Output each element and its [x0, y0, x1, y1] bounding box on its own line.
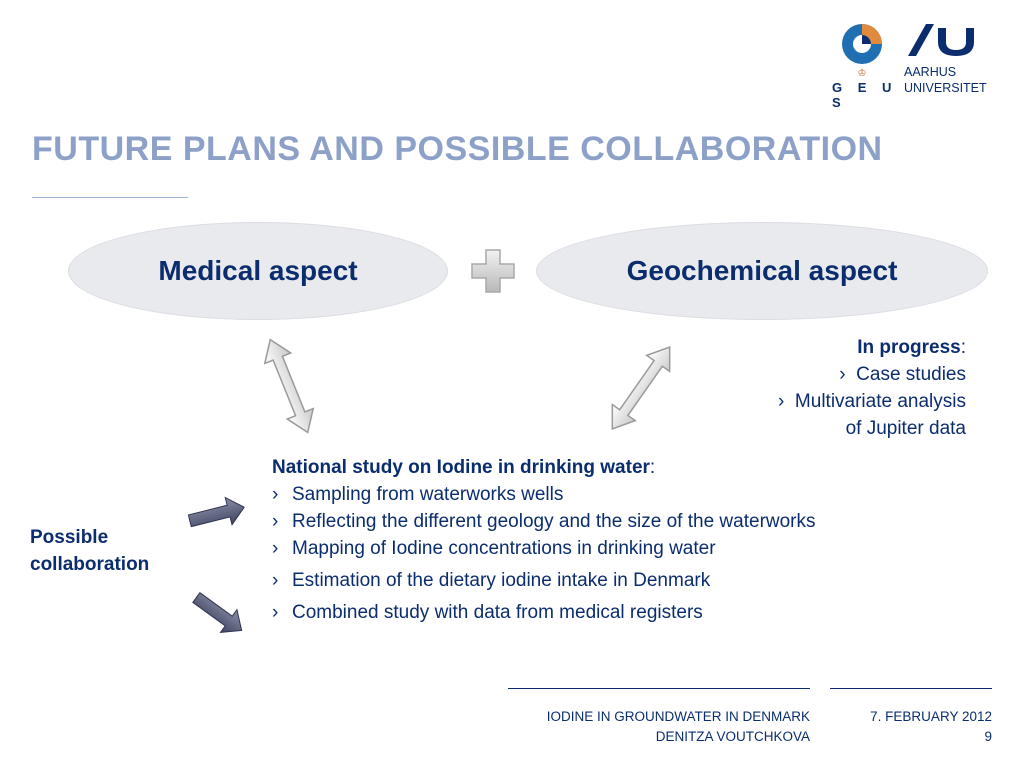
list-item: › Mapping of Iodine concentrations in drinking water [272, 538, 716, 559]
double-arrow-icon [596, 338, 686, 438]
medical-aspect-label: Medical aspect [158, 255, 358, 286]
footer-presentation-info: IODINE IN GROUNDWATER IN DENMARK DENITZA VOUTCHKOVA [546, 709, 810, 744]
footer-date-page [870, 707, 992, 747]
possible-collaboration-label: Possible collaboration [30, 527, 150, 575]
geochemical-aspect-ellipse [536, 222, 988, 320]
list-item: › Combined study with data from medical registers [272, 602, 703, 623]
national-study-heading: National study on Iodine in drinking water [272, 457, 650, 478]
footer-date: 7. FEBRUARY 2012 [870, 709, 992, 724]
arrow-right-icon [184, 492, 250, 536]
aarhus-university-name: AARHUS UNIVERSITET [904, 65, 987, 95]
list-item: › Estimation of the dietary iodine intake in Denmark [272, 570, 711, 591]
national-study-block: National study on Iodine in drinking water: › Sampling from waterworks wells › Reflecting the different geology and the size of the waterworks › Mapping of Iodine concentrations in drinking water › Estimation of the dietary iodine intake in Denmark › Combined study with data from medical registers [272, 454, 832, 626]
list-item-continuation: of Jupiter data [845, 418, 966, 439]
title-underline [32, 197, 188, 198]
in-progress-heading: In progress [857, 337, 961, 358]
aarhus-university-logo [904, 18, 984, 60]
list-item: › Case studies [839, 364, 966, 385]
plus-icon [468, 246, 518, 296]
double-arrow-icon [244, 334, 334, 438]
svg-text:♔: ♔ [857, 68, 867, 79]
slide-title: FUTURE PLANS AND POSSIBLE COLLABORATION [32, 130, 883, 168]
page-number: 9 [984, 729, 992, 744]
list-item: › Multivariate analysis [778, 391, 966, 412]
arrow-down-right-icon [186, 586, 252, 642]
in-progress-block: In progress: › Case studies › Multivariate analysis of Jupiter data [778, 334, 966, 442]
footer-divider [508, 688, 810, 689]
medical-aspect-ellipse [68, 222, 448, 320]
geochemical-aspect-label: Geochemical aspect [626, 255, 898, 286]
list-item: › Sampling from waterworks wells [272, 484, 564, 505]
footer-divider [830, 688, 992, 689]
list-item: › Reflecting the different geology and the size of the waterworks [272, 511, 816, 532]
geus-wordmark: G E U S [832, 80, 898, 110]
